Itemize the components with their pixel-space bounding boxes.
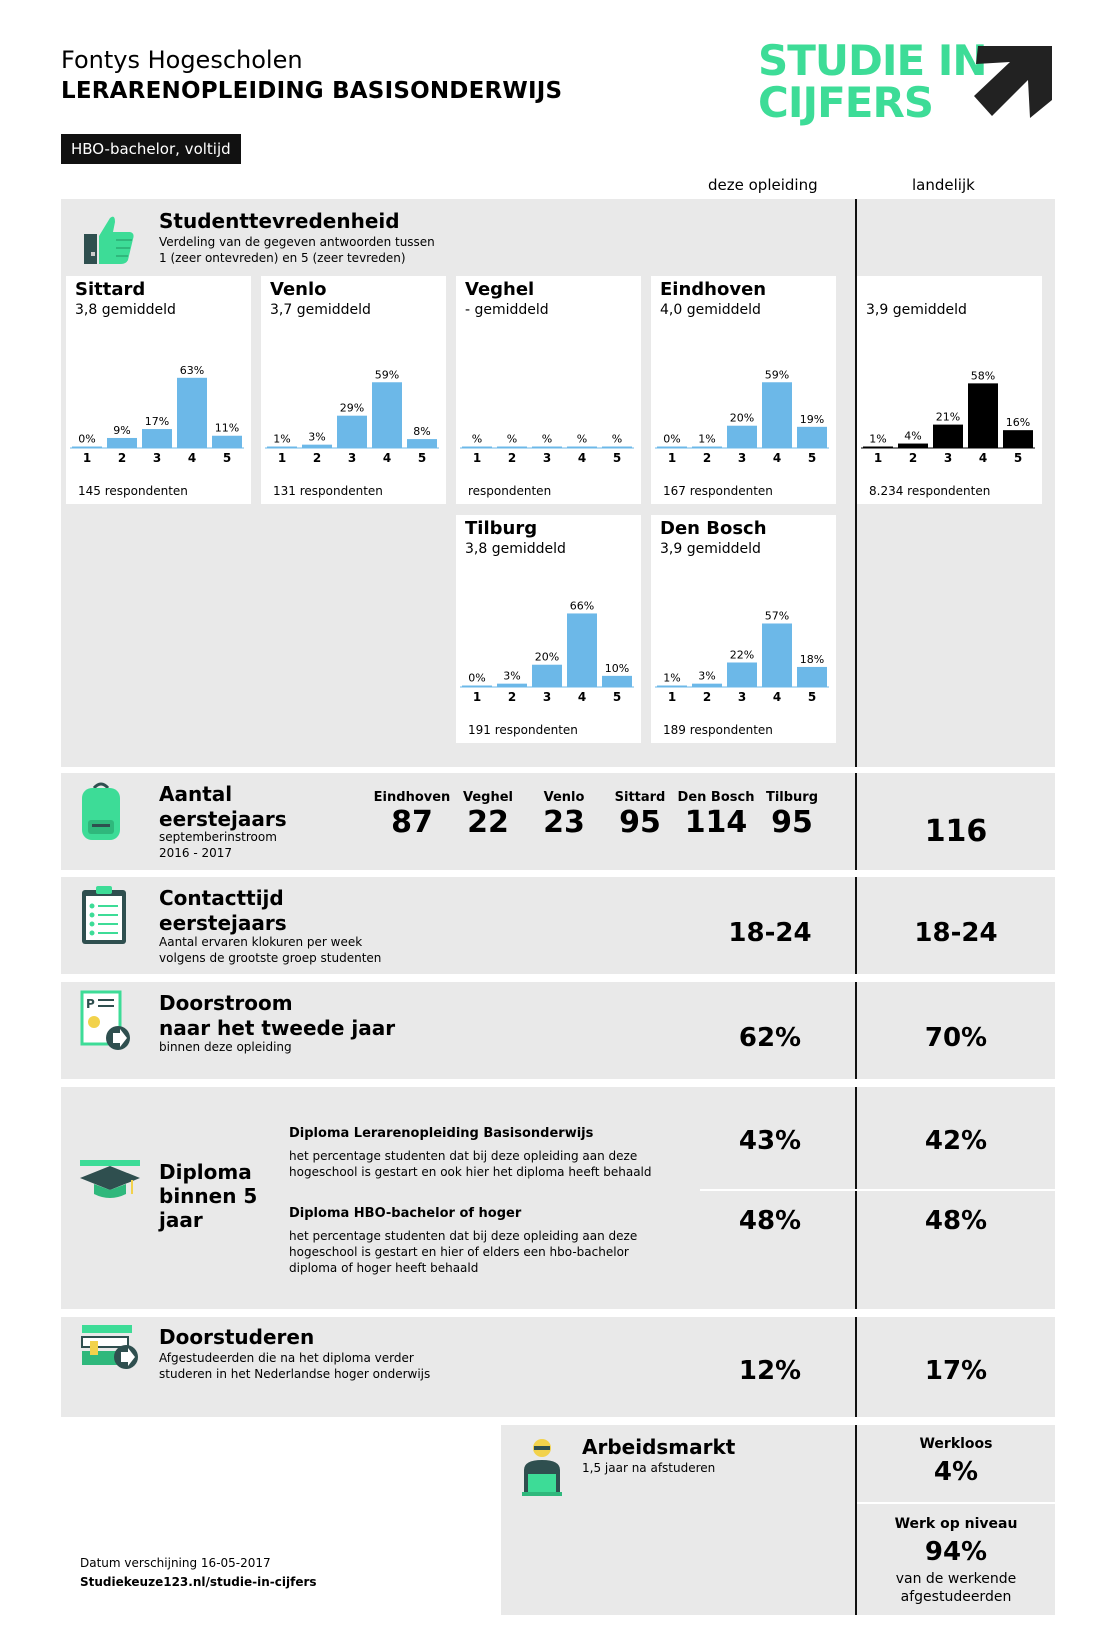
program-type-badge: HBO-bachelor, voltijd <box>61 134 241 164</box>
chart-bar <box>532 447 562 449</box>
chart-data-label: 1% <box>698 432 716 446</box>
graduation-cap-icon <box>80 1158 140 1200</box>
chart-bar <box>968 383 998 448</box>
chart-tick-label: 5 <box>417 451 427 465</box>
chart-tick-label: 2 <box>507 690 517 704</box>
chart-respondents: respondenten <box>468 484 552 498</box>
diploma-b-text-2: hogeschool is gestart en hier of elders een hbo-bachelor <box>289 1245 629 1259</box>
chart-tick-label: 5 <box>807 451 817 465</box>
chart-average: 4,0 gemiddeld <box>660 302 761 318</box>
chart-data-label: 0% <box>663 432 681 446</box>
chart-tick-label: 1 <box>472 690 482 704</box>
city-value: 114 <box>684 805 748 840</box>
diploma-b-title: Diploma HBO-bachelor of hoger <box>289 1206 522 1221</box>
chart-card <box>66 276 251 504</box>
chart-tick-label: 4 <box>187 451 197 465</box>
chart-city-name: Sittard <box>75 279 146 300</box>
chart-tick-label: 4 <box>978 451 988 465</box>
chart-data-label: 59% <box>764 368 790 382</box>
first-years-national: 116 <box>924 814 988 849</box>
chart-bar <box>762 382 792 448</box>
chart-respondents: 167 respondenten <box>663 484 773 498</box>
chart-data-label: 3% <box>503 669 521 683</box>
labour-row-divider <box>857 1502 1055 1504</box>
chart-tick-label: 5 <box>612 451 622 465</box>
work-at-level-sub-2: afgestudeerden <box>900 1589 1012 1605</box>
chart-bar <box>302 445 332 448</box>
chart-bar <box>1003 430 1033 448</box>
city-name: Veghel <box>462 790 513 805</box>
institution-name: Fontys Hogescholen <box>61 46 303 74</box>
diploma-a-this: 43% <box>738 1126 802 1156</box>
chart-bar <box>107 438 137 448</box>
city-value: 95 <box>619 805 661 840</box>
chart-bar <box>762 623 792 687</box>
chart-tick-label: 1 <box>277 451 287 465</box>
flow-subtitle: binnen deze opleiding <box>159 1040 292 1054</box>
labour-market-subtitle: 1,5 jaar na afstuderen <box>582 1461 716 1475</box>
further-study-this: 12% <box>738 1356 802 1386</box>
chart-respondents: 189 respondenten <box>663 723 773 737</box>
city-count <box>600 790 680 840</box>
chart-tick-label: 2 <box>702 690 712 704</box>
chart-bar <box>372 382 402 448</box>
certificate-arrow-icon <box>80 990 132 1052</box>
chart-data-label: 0% <box>78 432 96 446</box>
chart-bar <box>407 439 437 448</box>
chart-data-label: 58% <box>970 369 996 383</box>
chart-tick-label: 5 <box>807 690 817 704</box>
contact-title-1: Contacttijd <box>159 886 284 910</box>
flow-title-2: naar het tweede jaar <box>159 1016 396 1040</box>
chart-data-label: 20% <box>534 650 560 664</box>
chart-bar <box>898 444 928 448</box>
labour-market-title: Arbeidsmarkt <box>582 1435 736 1459</box>
chart-data-label: 29% <box>339 401 365 415</box>
chart-bar <box>497 447 527 449</box>
chart-data-label: 59% <box>374 368 400 382</box>
chart-tick-label: 3 <box>152 451 162 465</box>
source-link[interactable]: Studiekeuze123.nl/studie-in-cijfers <box>80 1575 317 1589</box>
diploma-b-text-3: diploma of hoger heeft behaald <box>289 1261 479 1275</box>
satisfaction-bar-chart <box>857 336 1042 476</box>
chart-data-label: 21% <box>935 410 961 424</box>
chart-city-name: Venlo <box>270 279 327 300</box>
diploma-a-text-1: het percentage studenten dat bij deze opleiding aan deze <box>289 1149 638 1163</box>
chart-tick-label: 3 <box>347 451 357 465</box>
chart-tick-label: 1 <box>667 451 677 465</box>
studie-in-cijfers-logo <box>758 36 987 127</box>
chart-data-label: 57% <box>764 609 790 623</box>
books-arrow-icon <box>80 1323 140 1371</box>
chart-bar <box>497 684 527 687</box>
chart-data-label: 22% <box>729 648 755 662</box>
city-value: 23 <box>543 805 585 840</box>
chart-respondents: 191 respondenten <box>468 723 578 737</box>
satisfaction-title: Studenttevredenheid <box>159 209 400 233</box>
backpack-icon <box>80 780 122 842</box>
chart-tick-label: 4 <box>772 451 782 465</box>
chart-data-label: 1% <box>869 432 887 446</box>
chart-tick-label: 3 <box>737 690 747 704</box>
chart-data-label: 18% <box>799 652 825 666</box>
chart-average: 3,8 gemiddeld <box>75 302 176 318</box>
contact-subtitle-2: volgens de grootste groep studenten <box>159 951 382 965</box>
diploma-b-text-1: het percentage studenten dat bij deze opleiding aan deze <box>289 1229 638 1243</box>
chart-data-label: 1% <box>273 432 291 446</box>
chart-city-name: Eindhoven <box>660 279 767 300</box>
chart-tick-label: 2 <box>702 451 712 465</box>
contact-title-2: eerstejaars <box>159 911 287 935</box>
city-count <box>752 790 832 840</box>
chart-data-label: 3% <box>698 669 716 683</box>
publication-date: Datum verschijning 16-05-2017 <box>80 1556 271 1570</box>
chart-data-label: 19% <box>799 412 825 426</box>
diploma-title-1: Diploma <box>159 1160 252 1184</box>
chart-average: - gemiddeld <box>465 302 549 318</box>
satisfaction-bar-chart <box>651 336 836 476</box>
chart-data-label: 0% <box>468 671 486 685</box>
chart-bar <box>797 667 827 687</box>
diploma-a-title: Diploma Lerarenopleiding Basisonderwijs <box>289 1126 594 1141</box>
chart-bar <box>72 447 102 449</box>
further-study-national: 17% <box>924 1356 988 1386</box>
chart-tick-label: 5 <box>612 690 622 704</box>
diploma-title-3: jaar <box>159 1208 203 1232</box>
logo-arrow-icon <box>970 40 1060 120</box>
chart-bar <box>462 447 492 449</box>
chart-tick-label: 4 <box>577 451 587 465</box>
chart-tick-label: 3 <box>542 690 552 704</box>
contact-national: 18-24 <box>914 918 998 948</box>
chart-data-label: % <box>506 432 518 446</box>
chart-data-label: 3% <box>308 430 326 444</box>
unemployed-label: Werkloos <box>919 1436 993 1452</box>
chart-bar <box>267 447 297 449</box>
chart-bar <box>657 686 687 688</box>
satisfaction-subtitle-2: 1 (zeer ontevreden) en 5 (zeer tevreden) <box>159 251 406 265</box>
city-count <box>372 790 452 840</box>
city-name: Tilburg <box>765 790 819 805</box>
first-years-subtitle-2: 2016 - 2017 <box>159 846 233 860</box>
diploma-b-national: 48% <box>924 1206 988 1236</box>
chart-card <box>456 276 641 504</box>
chart-bar <box>727 426 757 448</box>
logo-line-2: CIJFERS <box>758 78 934 127</box>
chart-bar <box>797 427 827 448</box>
city-value: 95 <box>771 805 813 840</box>
diploma-a-national: 42% <box>924 1126 988 1156</box>
city-count <box>676 790 756 840</box>
chart-tick-label: 3 <box>542 451 552 465</box>
thumbs-up-icon <box>82 212 136 266</box>
chart-card-national <box>857 276 1042 504</box>
diploma-b-this: 48% <box>738 1206 802 1236</box>
first-years-title-2: eerstejaars <box>159 807 287 831</box>
chart-tick-label: 1 <box>82 451 92 465</box>
city-value: 22 <box>467 805 509 840</box>
first-years-title-1: Aantal <box>159 782 233 806</box>
flow-title-1: Doorstroom <box>159 991 293 1015</box>
chart-tick-label: 5 <box>1013 451 1023 465</box>
chart-bar <box>602 447 632 449</box>
chart-card <box>456 515 641 743</box>
chart-tick-label: 1 <box>667 690 677 704</box>
chart-data-label: 1% <box>663 671 681 685</box>
chart-data-label: 4% <box>904 429 922 443</box>
chart-tick-label: 1 <box>873 451 883 465</box>
contact-subtitle-1: Aantal ervaren klokuren per week <box>159 935 363 949</box>
chart-data-label: 8% <box>413 425 431 439</box>
diploma-title-2: binnen 5 <box>159 1184 258 1208</box>
chart-data-label: % <box>611 432 623 446</box>
chart-tick-label: 1 <box>472 451 482 465</box>
unemployed-value: 4% <box>933 1457 979 1487</box>
satisfaction-bar-chart <box>456 575 641 715</box>
chart-bar <box>933 425 963 448</box>
diploma-a-text-2: hogeschool is gestart en ook hier het diploma heeft behaald <box>289 1165 652 1179</box>
flow-national: 70% <box>924 1023 988 1053</box>
chart-tick-label: 4 <box>382 451 392 465</box>
chart-bar <box>692 447 722 449</box>
city-count <box>524 790 604 840</box>
chart-respondents: 8.234 respondenten <box>869 484 991 498</box>
first-years-subtitle-1: septemberinstroom <box>159 830 277 844</box>
chart-data-label: % <box>471 432 483 446</box>
satisfaction-bar-chart <box>651 575 836 715</box>
chart-tick-label: 3 <box>943 451 953 465</box>
city-name: Venlo <box>543 790 585 805</box>
work-at-level-sub-1: van de werkende <box>895 1571 1017 1587</box>
city-name: Den Bosch <box>677 790 755 805</box>
chart-bar <box>692 684 722 687</box>
chart-data-label: 9% <box>113 423 131 437</box>
satisfaction-subtitle-1: Verdeling van de gegeven antwoorden tussen <box>159 235 435 249</box>
chart-data-label: % <box>576 432 588 446</box>
further-study-subtitle-2: studeren in het Nederlandse hoger onderwijs <box>159 1367 431 1381</box>
chart-bar <box>337 416 367 448</box>
chart-card <box>651 276 836 504</box>
chart-tick-label: 3 <box>737 451 747 465</box>
column-divider <box>855 1087 857 1309</box>
column-header-this: deze opleiding <box>708 176 818 194</box>
chart-average: 3,8 gemiddeld <box>465 541 566 557</box>
city-value: 87 <box>391 805 433 840</box>
clipboard-icon <box>80 884 128 946</box>
satisfaction-bar-chart <box>456 336 641 476</box>
chart-tick-label: 4 <box>577 690 587 704</box>
chart-card <box>261 276 446 504</box>
chart-tick-label: 2 <box>117 451 127 465</box>
logo-line-1: STUDIE IN <box>758 36 987 85</box>
program-title: LERARENOPLEIDING BASISONDERWIJS <box>61 78 563 104</box>
chart-tick-label: 4 <box>772 690 782 704</box>
chart-city-name: Den Bosch <box>660 518 767 539</box>
chart-respondents: 145 respondenten <box>78 484 188 498</box>
chart-data-label: 20% <box>729 411 755 425</box>
chart-bar <box>727 662 757 687</box>
column-header-national: landelijk <box>912 176 975 194</box>
chart-card <box>651 515 836 743</box>
flow-this: 62% <box>738 1023 802 1053</box>
city-count <box>448 790 528 840</box>
chart-tick-label: 5 <box>222 451 232 465</box>
chart-bar <box>567 447 597 449</box>
chart-bar <box>532 665 562 687</box>
chart-bar <box>462 686 492 688</box>
further-study-title: Doorstuderen <box>159 1325 315 1349</box>
chart-bar <box>657 447 687 449</box>
chart-city-name: Tilburg <box>465 518 538 539</box>
chart-tick-label: 2 <box>908 451 918 465</box>
satisfaction-bar-chart <box>66 336 251 476</box>
svg-text:P: P <box>86 997 95 1011</box>
chart-bar <box>602 676 632 687</box>
further-study-subtitle-1: Afgestudeerden die na het diploma verder <box>159 1351 414 1365</box>
chart-data-label: 10% <box>604 661 630 675</box>
work-at-level-value: 94% <box>924 1537 988 1567</box>
person-laptop-icon <box>520 1436 564 1498</box>
chart-average: 3,9 gemiddeld <box>866 302 967 318</box>
chart-city-name: Veghel <box>465 279 535 300</box>
chart-bar <box>142 429 172 448</box>
chart-bar <box>567 613 597 687</box>
city-name: Eindhoven <box>373 790 451 805</box>
chart-bar <box>863 447 893 449</box>
chart-data-label: 66% <box>569 599 595 613</box>
chart-tick-label: 2 <box>507 451 517 465</box>
satisfaction-bar-chart <box>261 336 446 476</box>
chart-bar <box>212 436 242 448</box>
chart-data-label: 16% <box>1005 416 1031 430</box>
chart-data-label: 11% <box>214 421 240 435</box>
diploma-row-divider <box>700 1189 1055 1191</box>
chart-respondents: 131 respondenten <box>273 484 383 498</box>
chart-data-label: 17% <box>144 415 170 429</box>
chart-tick-label: 2 <box>312 451 322 465</box>
work-at-level-label: Werk op niveau <box>894 1516 1018 1532</box>
chart-average: 3,9 gemiddeld <box>660 541 761 557</box>
city-name: Sittard <box>614 790 666 805</box>
chart-bar <box>177 378 207 448</box>
chart-data-label: % <box>541 432 553 446</box>
chart-average: 3,7 gemiddeld <box>270 302 371 318</box>
chart-data-label: 63% <box>179 363 205 377</box>
contact-this: 18-24 <box>728 918 812 948</box>
